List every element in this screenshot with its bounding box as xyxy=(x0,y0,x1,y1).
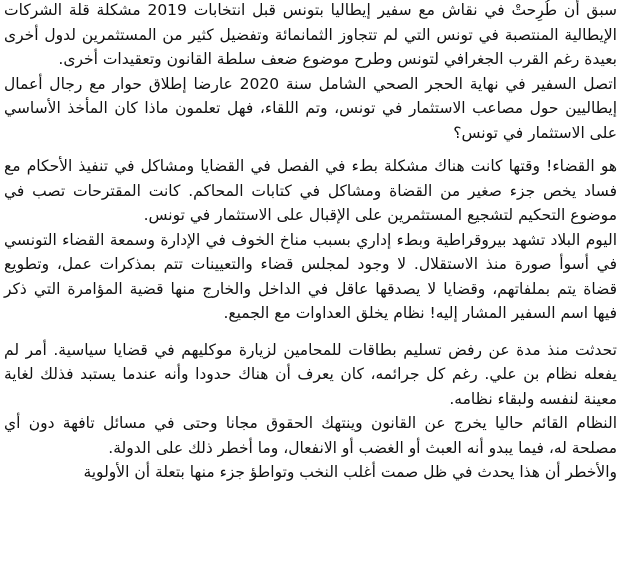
paragraph-6: النظام القائم حاليا يخرج عن القانون وينتهك الحقوق مجانا وحتى في مسائل تافهة دون أي مصلحة له، فيما يبدو أنه العبث أو الغضب أو الانفعال، وما أخطر ذلك على الدولة. xyxy=(4,414,617,457)
paragraph-1: سبق أن طُرِحتْ في نقاش مع سفير إيطاليا بتونس قبل انتخابات 2019 مشكلة قلة الشركات الإيطالية المنتصبة في تونس التي لم تتجاوز الثمانمائة وتفضيل كثير من المستثمرين لدول أخرى بعيدة رغم القرب الجغرافي لتونس وطرح موضوع ضعف سلطة القانون وتعقيدات أخرى. xyxy=(4,1,617,68)
paragraph-7: والأخطر أن هذا يحدث في ظل صمت أغلب النخب وتواطؤ جزء منها بتعلة أن الأولوية xyxy=(83,463,617,481)
paragraph-3: هو القضاء! وقتها كانت هناك مشكلة بطء في الفصل في القضايا ومشاكل في تنفيذ الأحكام مع فساد يخص جزء صغير من القضاة ومشاكل في كتابات المحاكم. كانت المقترحات تصب في موضوع التحكيم لتشجيع المستثمرين على الإقبال على الاستثمار في تونس. xyxy=(4,157,617,224)
paragraph-5: تحدثت منذ مدة عن رفض تسليم بطاقات للمحامين لزيارة موكليهم في قضايا سياسية. أمر لم يفعله نظام بن علي. رغم كل جرائمه، كان يعرف أن هناك حدودا وأنه عندما يستبد فذلك لغاية معينة لنفسه ولبقاء نظامه. xyxy=(4,340,617,408)
paragraph-2: اتصل السفير في نهاية الحجر الصحي الشامل سنة 2020 عارضا إطلاق حوار مع رجال أعمال إيطاليين حول مصاعب الاستثمار في تونس، وتم اللقاء، فهل تعلمون ماذا كان المأخذ الأساسي على الاستثمار في تونس؟ xyxy=(4,74,617,142)
paragraph-4: اليوم البلاد تشهد بيروقراطية وبطء إداري بسبب مناخ الخوف في الإدارة وسمعة القضاء التونسي في أسوأ صورة منذ الاستقلال. لا وجود لمجلس قضاء والتعيينات تتم بمذكرات عمل، وتطويع قضاة يتم بملفاتهم، وقضايا لا يصدقها عاقل في الداخل والخارج منها قضية المؤامرة التي ذكر فيها اسم السفير المشار إليه! نظام يخلق العداوات مع الجميع. xyxy=(4,230,617,322)
